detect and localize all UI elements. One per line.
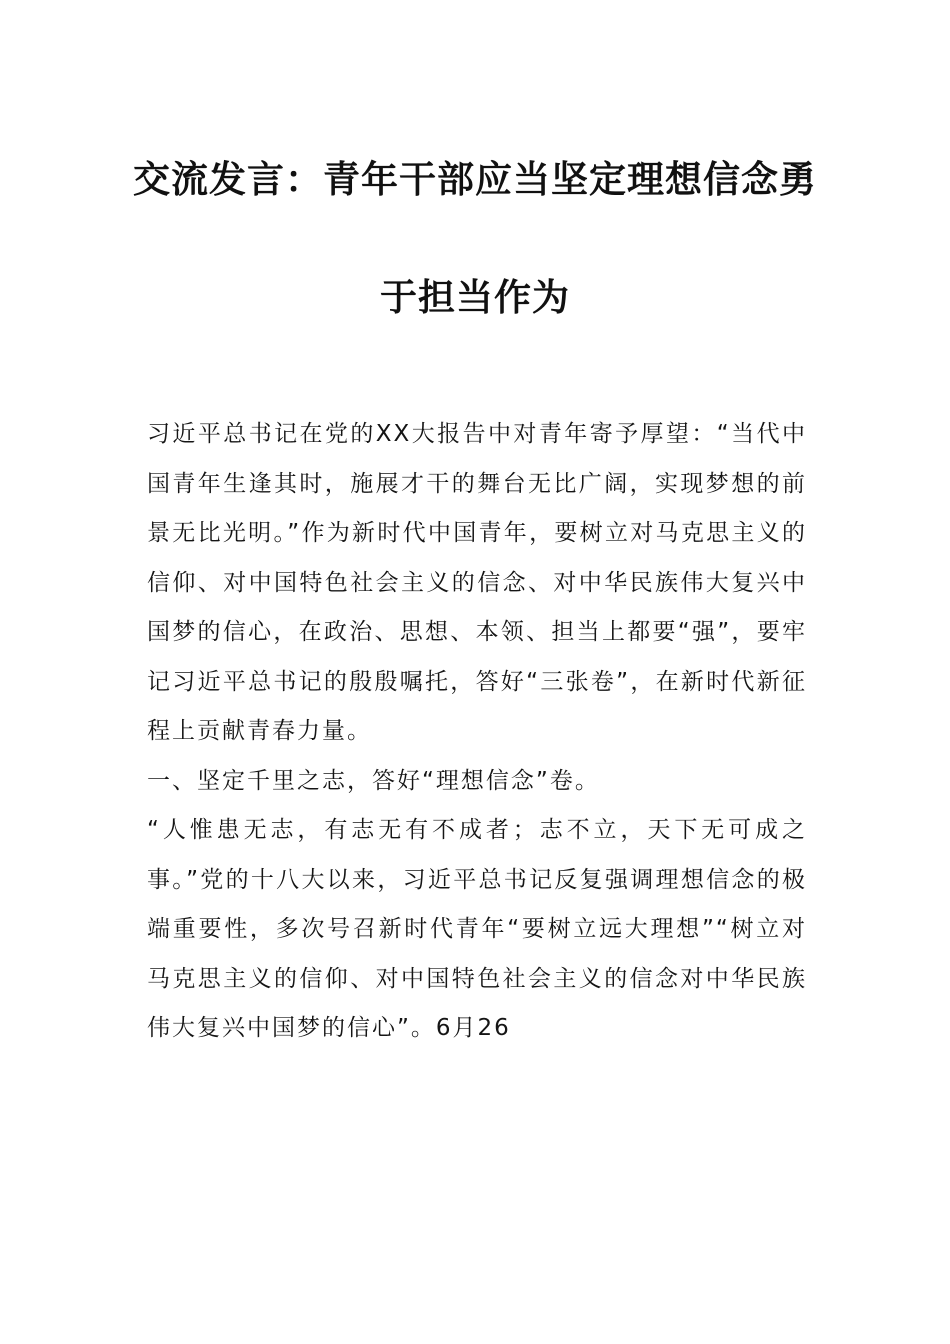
section-heading-1: 一、坚定千里之志，答好“理想信念”卷。 [147,767,600,794]
paragraph-intro: 习近平总书记在党的XX大报告中对青年寄予厚望：“当代中国青年生逢其时，施展才干的舞台无比广阔，实现梦想的前景无比光明。”作为新时代中国青年，要树立对马克思主义的信仰、对中国特色社会主义的信念、对中华民族伟大复兴中国梦的信心，在政治、思想、本领、担当上都要“强”，要牢记习近平总书记的殷殷嘱托，答好“三张卷”，在新时代新征程上贡献青春力量。 [147,421,807,744]
document-title-line-1: 交流发言：青年干部应当坚定理想信念勇 [133,158,817,201]
document-title-line-2: 于担当作为 [380,276,570,319]
paragraph-section-1: “人惟患无志，有志无有不成者；志不立，天下无可成之事。”党的十八大以来，习近平总书记反复强调理想信念的极端重要性，多次号召新时代青年“要树立远大理想”“树立对马克思主义的信仰、对中国特色社会主义的信念对中华民族伟大复兴中国梦的信心”。6月26 [147,817,807,1041]
document-body [147,410,807,1054]
